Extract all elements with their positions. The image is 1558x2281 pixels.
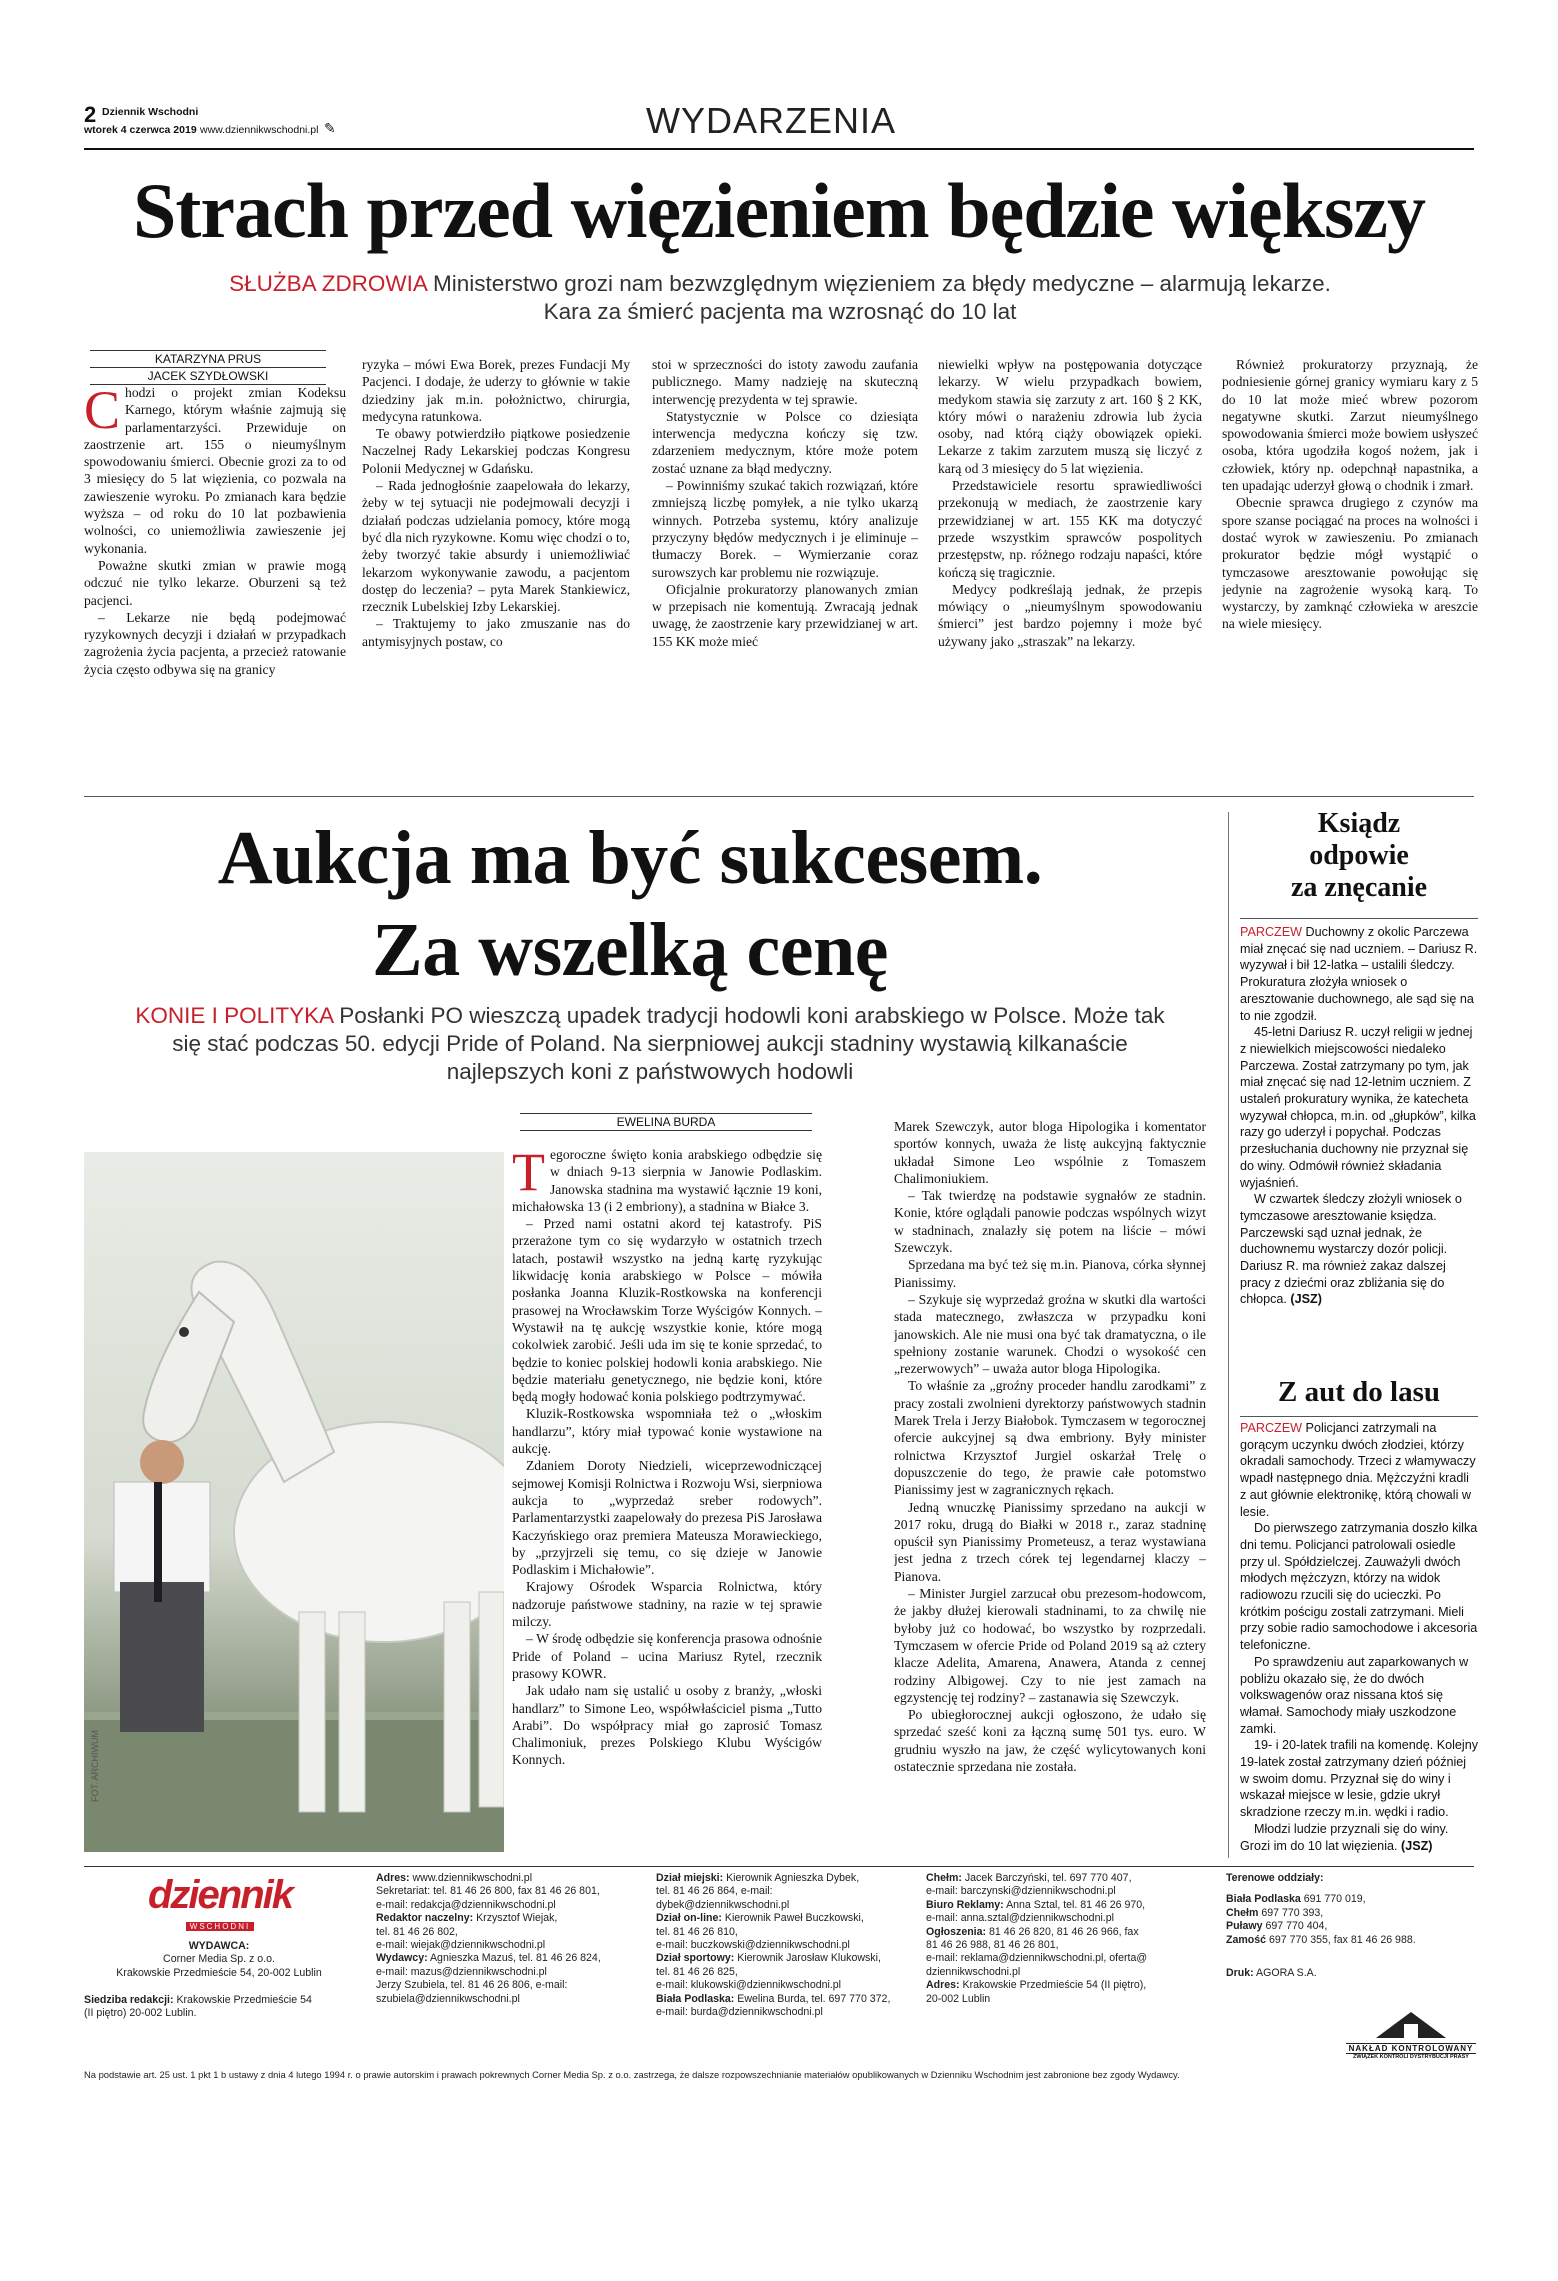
article1-column-1: Chodzi o projekt zmian Kodeksu Karnego, którym właśnie zajmują się parlamentarzyści. Przewiduje on zaostrzenie art. 155 o nieumyślnym spowodowaniu śmierci. Obecnie grozi za to od 3 miesięcy do 5 lat więzienia, co pozwala na zawieszenie wyroku. Po zmianach kara będzie wyższa – od roku do 10 lat pozbawienia wolności, co uniemożliwia zawieszenie jej wykonania. Poważne skutki zmian w prawie mogą odczuć nie tylko lekarze. Oburzeni są też pacjenci. – Lekarze nie będą podejmować ryzykownych decyzji i działań w przypadkach zagrożenia życia pacjenta, a przecież ratowanie życia często odbywa się na granicy <box>84 384 346 677</box>
sidebar2-place: PARCZEW <box>1240 1421 1303 1435</box>
section-title: WYDARZENIA <box>646 100 897 141</box>
logo-text: dziennik <box>147 1873 293 1917</box>
logo-subtext: WSCHODNI <box>186 1922 254 1931</box>
issue-date: wtorek 4 czerwca 2019 <box>84 124 197 136</box>
footer-col3: Dział miejski: Kierownik Agnieszka Dybek, tel. 81 46 26 864, e-mail: dybek@dziennikwschodni.pl Dział on-line: Kierownik Paweł Buczkowski, tel. 81 46 26 810, e-mail: buczkowski@dziennikwschodni.pl Dział sportowy: Kierownik Jarosław Klukowski, tel. 81 46 26 825, e-mail: klukowski@dziennikwschodni.pl Biała Podlaska: Ewelina Burda, tel. 697 770 372, e-mail: burda@dziennikwschodni.pl <box>656 1872 891 2019</box>
sidebar1-signature: (JSZ) <box>1290 1292 1322 1307</box>
article2-author: EWELINA BURDA <box>520 1114 812 1131</box>
article1-kicker: SŁUŻBA ZDROWIA <box>229 271 427 296</box>
photo-credit: FOT. ARCHIWUM <box>90 1730 100 1802</box>
article1-headline: Strach przed więzieniem będzie większy <box>132 167 1426 254</box>
article2-headline-line1: Aukcja ma być sukcesem. <box>217 816 1043 900</box>
article1-byline <box>90 350 326 385</box>
article2-headline-line2: Za wszelką cenę <box>372 908 888 992</box>
header-rule <box>84 148 1474 150</box>
pencil-icon: ✎ <box>324 120 336 136</box>
page-number: 2 <box>84 102 97 127</box>
zkdp-badge: NAKŁAD KONTROLOWANY ZWIĄZEK KONTROLI DYSTRYBUCJI PRASY <box>1346 2010 1476 2060</box>
article1-lead-line2: Kara za śmierć pacjenta ma wzrosnąć do 10 lat <box>543 299 1017 324</box>
sidebar1-rule <box>1240 918 1478 919</box>
article1-drop-cap: C <box>84 384 121 440</box>
page-header <box>84 100 1474 152</box>
footer-col5: Terenowe oddziały: Biała Podlaska 691 770 019, Chełm 697 770 393, Puławy 697 770 404, Zamość 697 770 355, fax 81 46 26 988. Druk: AGORA S.A. <box>1226 1872 1416 1980</box>
article2-byline <box>520 1113 812 1131</box>
article1-lead-line1: Ministerstwo grozi nam bezwzględnym więzieniem za błędy medyczne – alarmują lekarze. <box>432 271 1331 296</box>
article1-column-3: stoi w sprzeczności do istoty zawodu zaufania publicznego. Mamy nadzieję na skuteczną interwencję prezydenta w tej sprawie. Statystycznie w Polsce co dziesiąta interwencja medyczna kończy się tzw. zdarzeniem medycznym, które może potem zostać uznane za błąd medyczny. – Powinniśmy szukać takich rozwiązań, które zmniejszą liczbę pomyłek, a nie tylko ukarzą winnych. Potrzeba systemu, który analizuje przyczyny błędów medycznych i je eliminuje – tłumaczy Borek. – Wymierzanie coraz surowszych kar problemu nie rozwiązuje. Oficjalnie prokuratorzy planowanych zmian w przepisach nie komentują. Zwracają jednak uwagę, że zaostrzenie kary przewidzianej w art. 155 KK może mieć <box>652 357 918 649</box>
article2-drop-cap: T <box>512 1146 545 1202</box>
sidebar1-headline: Ksiądz odpowie za znęcanie <box>1290 808 1428 903</box>
article2-headline <box>60 812 1200 996</box>
article-separator <box>84 796 1474 797</box>
sidebar2-body: PARCZEW Policjanci zatrzymali na gorącym uczynku dwóch złodziei, którzy okradali samochody. Trzeci z włamywaczy wpadł następnego dnia. Mężczyźni kradli z aut głównie elektronikę, którą chowali w lesie. Do pierwszego zatrzymania doszło kilka dni temu. Policjanci patrolowali osiedle przy ul. Spółdzielczej. Zauważyli dwóch młodych mężczyzn, którzy na widok radiowozu rzucili się do ucieczki. Po krótkim pościgu zostali zatrzymani. Mieli przy sobie radio samochodowe i akcesoria telefoniczne. Po sprawdzeniu aut zaparkowanych w pobliżu okazało się, że do dwóch volkswagenów oraz nissana ktoś się włamał. Samochody miały uszkodzone zamki. 19- i 20-latek trafili na komendę. Kolejny 19-latek został zatrzymany dzień później w swoim domu. Przyznał się do winy i wskazał miejsce w lesie, gdzie ukrył skradzione rzeczy m.in. wędki i radio. Młodzi ludzie przyznali się do winy. Grozi im do 10 lat więzienia. (JSZ) <box>1240 1421 1478 1853</box>
sidebar2-signature: (JSZ) <box>1401 1838 1433 1853</box>
sidebar1-place: PARCZEW <box>1240 925 1303 939</box>
footer-col2: Adres: www.dziennikwschodni.pl Sekretariat: tel. 81 46 26 800, fax 81 46 26 801, e-mail: redakcja@dziennikwschodni.pl Redaktor naczelny: Krzysztof Wiejak, tel. 81 46 26 802, e-mail: wiejak@dziennikwschodni.pl Wydawcy: Agnieszka Mazuś, tel. 81 46 26 824, e-mail: mazus@dziennikwschodni.pl Jerzy Szubiela, tel. 81 46 26 806, e-mail: szubiela@dziennikwschodni.pl <box>376 1872 601 2005</box>
article1-author1: KATARZYNA PRUS <box>90 351 326 368</box>
paper-name: Dziennik Wschodni <box>102 106 199 118</box>
footer-logo <box>140 1874 300 1934</box>
article2-column-1: Tegoroczne święto konia arabskiego odbędzie się w dniach 9-13 sierpnia w Janowie Podlaskim. Janowska stadnina ma wystawić łącznie 19 koni, michałowska 13 (i 2 embriony), a stadnina w Białce 3. – Przed nami ostatni akord tej katastrofy. PiS przerażone tym co się wydarzyło w ostatnich trzech latach, postawił wszystko na jedną kartę ryzykując likwidację konia arabskiego w Polsce – mówiła posłanka Joanna Kluzik-Rostkowska na konferencji prasowej na Wrocławskim Torze Wyścigów Konnych. –Wystawił na tę aukcję wszystkie konie, które mogą cokolwiek zarobić. Jeśli uda im się te konie sprzedać, to będzie to koniec polskiej hodowli konia arabskiego. Nie będzie materiału genetycznego, nie będzie koni, które będą mogły hodować konia polskiego podtrzymywać. Kluzik-Rostkowska wspomniała też o „włoskim handlarzu”, który miał typować konie wystawione na aukcję. Zdaniem Doroty Niedzieli, wiceprzewodniczącej sejmowej Komisji Rolnictwa i Rozwoju Wsi, sierpniowa aukcja to „wyprzedaż sreber rodowych”. Parlamentarzystki zaapelowały do prezesa PiS Jarosława Kaczyńskiego oraz premiera Mateusza Morawieckiego, by „przyjrzeli się temu, co się dzieje w Janowie Podlaskim i Michałowie”. Krajowy Ośrodek Wsparcia Rolnictwa, który nadzoruje państwowe stadniny, na razie w tej sprawie milczy. – W środę odbędzie się konferencja prasowa odnośnie Pride of Poland – ucina Mariusz Rytel, rzecznik prasowy KOWR. Jak udało nam się ustalić u osoby z branży, „włoski handlarz” to Simone Leo, współwłaściciel pisma „Tutto Arabi”. Do współpracy miał go zaprosić Tomasz Chalimoniuk, prezes Polskiego Klubu Wyścigów Konnych. <box>512 1146 822 1768</box>
zkdp-logo-icon <box>1376 2010 1446 2038</box>
article1-column-4: niewielki wpływ na postępowania dotyczące lekarzy. W wielu przypadkach bowiem, medykom stawia się zarzuty z art. 160 § 2 KK, który mówi o narażeniu zdrowia lub życia osoby, nad którą ciąży obowiązek opieki. Lekarze z takim zarzutem muszą się liczyć z karą od 3 miesięcy do 5 lat więzienia. Przedstawiciele resortu sprawiedliwości przekonują w mediach, że zaostrzenie kary przewidzianej w art. 155 KK ma dotyczyć przede wszystkim sprawców pospolitych przestępstw, np. różnego rodzaju napaści, które kończą się tragicznie. Medycy podkreślają jednak, że przepis mówiący o „nieumyślnym spowodowaniu śmierci” jest bardzo pojemny i może być używany jako „straszak” na lekarzy. <box>938 357 1202 649</box>
footer-legal: Na podstawie art. 25 ust. 1 pkt 1 b ustawy z dnia 4 lutego 1994 r. o prawie autorskim i prawach pokrewnych Corner Media Sp. z o.o. zastrzega, że dalsze rozpowszechnianie materiałów opublikowanych w Dzienniku Wschodnim jest zabronione bez zgody Wydawcy. <box>84 2069 1180 2080</box>
article1-column-2: ryzyka – mówi Ewa Borek, prezes Fundacji My Pacjenci. I dodaje, że uderzy to głównie w takie dziedziny jak m.in. położnictwo, chirurgia, medycyna ratunkowa. Te obawy potwierdziło piątkowe posiedzenie Naczelnej Rady Lekarskiej podczas Kongresu Polonii Medycznej w Gdańsku. – Rada jednogłośnie zaapelowała do lekarzy, żeby w tej sytuacji nie podejmowali decyzji i działań podczas udzielania pomocy, które mogą być dla nich ryzykowne. Komu więc chodzi o to, żeby tworzyć takie absurdy i uniemożliwiać lekarzom wykonywanie zawodu, a pacjentom dostęp do leczenia? – pyta Marek Stankiewicz, rzecznik Lubelskiej Izby Lekarskiej. – Traktujemy to jako zmuszanie nas do antymisyjnych postaw, co <box>362 357 630 649</box>
horse-photo <box>84 1152 504 1852</box>
sidebar2-rule <box>1240 1416 1478 1417</box>
article1-author2: JACEK SZYDŁOWSKI <box>90 368 326 385</box>
footer-seat: Siedziba redakcji: Krakowskie Przedmieście 54 (II piętro) 20-002 Lublin. <box>84 1994 312 2020</box>
footer-rule <box>84 1866 1474 1867</box>
footer-col4: Chełm: Jacek Barczyński, tel. 697 770 407, e-mail: barczynski@dziennikwschodni.pl Biuro Reklamy: Anna Sztal, tel. 81 46 26 970, e-mail: anna.sztal@dziennikwschodni.pl Ogłoszenia: 81 46 26 820, 81 46 26 966, fax 81 46 26 988, 81 46 26 801, e-mail: reklama@dziennikwschodni.pl, oferta@ dziennikwschodni.pl Adres: Krakowskie Przedmieście 54 (II piętro), 20-002 Lublin <box>926 1872 1148 2005</box>
sidebar2-headline: Z aut do lasu <box>1278 1376 1440 1408</box>
horse-illustration <box>84 1152 504 1852</box>
article1-column-5: Również prokuratorzy przyznają, że podniesienie górnej granicy wymiaru kary z 5 do 10 lat może mieć wbrew pozorom negatywne skutki. Zarzut nieumyślnego spowodowania śmierci może bowiem usłyszeć osoba, która ugodziła kogoś nożem, jak i człowiek, który np. odepchnął napastnika, a ten upadając uderzył głową o chodnik i zmarł. Obecnie sprawca drugiego z czynów ma spore szanse pociągać na proces na wolności i dostać wyrok w zawieszeniu. Po zmianach prokurator będzie mógł wystąpić o tymczasowe aresztowanie powołując się jedynie na zagrożenie wysoką karą. To wystarczy, by zamknąć człowieka w areszcie na wiele miesięcy. <box>1222 357 1478 632</box>
sidebar1-body: PARCZEW Duchowny z okolic Parczewa miał znęcać się nad uczniem. – Dariusz R. wyzywał i bił 12-latka – ustalili śledczy. Prokuratura złożyła wniosek o aresztowanie duchownego, ale sąd się na to nie zgodził. 45-letni Dariusz R. uczył religii w jednej z niewielkich miejscowości niedaleko Parczewa. Został zatrzymany po tym, jak miał znęcać się nad 12-letnim uczniem. Z ustaleń prokuratury wynika, że katecheta wyzywał chłopca, m.in. od „głupków”, kilka razy go uderzył i popychał. Podczas przesłuchania duchowny nie przyznał się do winy. Odmówił również składania wyjaśnień. W czwartek śledczy złożyli wniosek o tymczasowe aresztowanie księdza. Parczewski sąd uznał jednak, że duchownemu wystarczy dozór policji. Dariusz R. ma również zakaz dalszej pracy z dziećmi oraz zbliżania się do chłopca. (JSZ) <box>1240 925 1478 1307</box>
article2-column-2: Marek Szewczyk, autor bloga Hipologika i komentator sportów konnych, uważa że listę aukcyjną faktycznie układał Simone Leo wspólnie z Tomaszem Chalimoniukiem. – Tak twierdzę na podstawie sygnałów ze stadnin. Konie, które oglądali panowie podczas wspólnych wizyt w stadninach, znalazły się potem na liście – mówi Szewczyk. Sprzedana ma być też się m.in. Pianova, córka słynnej Pianissimy. – Szykuje się wyprzedaż groźna w skutki dla wartości stada matecznego, zwłaszcza w przypadku koni janowskich. Ale nie musi ona być tak dramatyczna, o ile spełniony zostanie warunek. Chodzi o wysokość cen „rezerwowych” – uważa autor bloga Hipologika. To właśnie za „groźny proceder handlu zarodkami” z pracy zostali zwolnieni dyrektorzy państwowych stadnin Marek Trela i Jerzy Białobok. Tymczasem w tegorocznej ofercie aukcyjnej są dwa embriony. Były minister rolnictwa Krzysztof Jurgiel oskarżał Trelę o dopuszczenie do tego, że prawie całe potomstwo Pianissimy jest w zagranicznych rękach. Jedną wnuczkę Pianissimy sprzedano na aukcji w 2017 roku, drugą do Białki w 2018 r., zaraz stadninę opuścił syn Pianissimy Prometeusz, a teraz wystawiana jest jedna z trzech córek tej legendarnej klaczy – Pianova. – Minister Jurgiel zarzucał obu prezesom-hodowcom, że jakby dłużej kierowali stadninami, to za chwilę nie byłoby już co hodować, bo wszystko by rozprzedali. Tymczasem w ofercie Pride od Poland 2019 są aż cztery klacze Adelita, Amarena, Anawera, Atanda z cennej rodziny Albigowej. Czy to nie jest zamach na egzystencję tej rodziny? – zastanawia się Szewczyk. Po ubiegłorocznej aukcji ogłoszono, że udało się sprzedać sześć koni za łączną sumę 501 tys. euro. W grudniu wyszło na jaw, że część wylicytowanych koni ostatecznie sprzedana nie została. <box>894 1119 1206 1774</box>
site-url[interactable]: www.dziennikwschodni.pl <box>200 124 319 136</box>
footer-publisher: WYDAWCA: Corner Media Sp. z o.o. Krakowskie Przedmieście 54, 20-002 Lublin <box>116 1940 322 1979</box>
sidebar-separator <box>1228 812 1229 1858</box>
article1-lead <box>100 270 1460 326</box>
article2-kicker: KONIE I POLITYKA <box>135 1003 333 1028</box>
article2-lead: KONIE I POLITYKA Posłanki PO wieszczą upadek tradycji hodowli koni arabskiego w Polsce. Może tak się stać podczas 50. edycji Pride of Poland. Na sierpniowej aukcji stadniny wystawią kilkanaście najlepszych koni z państwowych hodowli <box>135 1003 1165 1084</box>
